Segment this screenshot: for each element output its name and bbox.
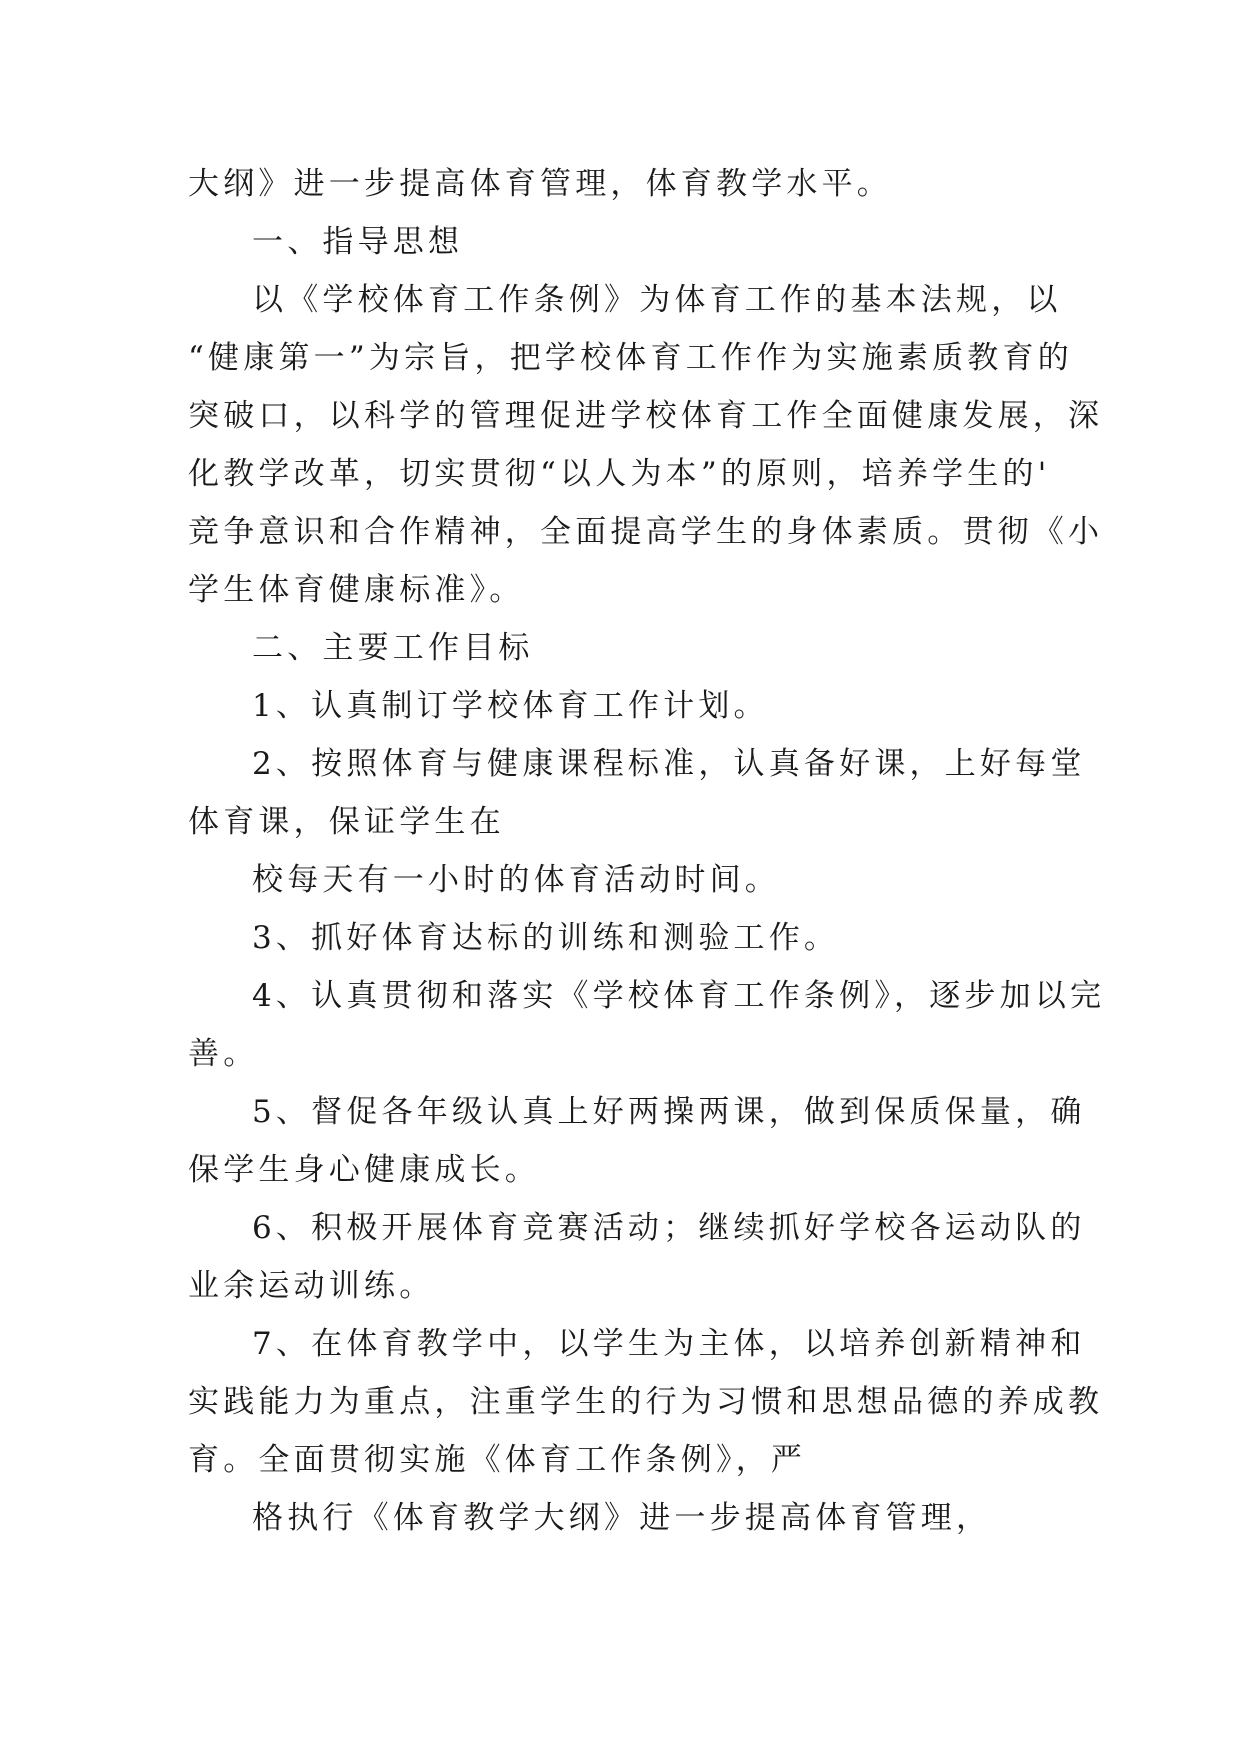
text-line-20: 业余运动训练。 bbox=[188, 1268, 435, 1304]
text-line-3: 以《学校体育工作条例》为体育工作的基本法规，以 bbox=[252, 282, 1062, 318]
text-line-16: 善。 bbox=[188, 1036, 259, 1072]
text-line-1: 大纲》进一步提高体育管理，体育教学水平。 bbox=[188, 166, 892, 202]
text-line-24: 格执行《体育教学大纲》进一步提高体育管理， bbox=[252, 1500, 992, 1536]
list-item-2: 2、按照体育与健康课程标准，认真备好课，上好每堂 bbox=[252, 746, 1086, 782]
list-item-4: 4、认真贯彻和落实《学校体育工作条例》，逐步加以完 bbox=[252, 978, 1106, 1014]
text-line-4: “健康第一”为宗旨，把学校体育工作作为实施素质教育的 bbox=[188, 340, 1073, 376]
text-line-7: 竞争意识和合作精神，全面提高学生的身体素质。贯彻《小 bbox=[188, 514, 1104, 550]
text-line-5: 突破口，以科学的管理促进学校体育工作全面健康发展，深 bbox=[188, 398, 1104, 434]
text-line-8: 学生体育健康标准》。 bbox=[188, 572, 525, 608]
list-item-3: 3、抓好体育达标的训练和测验工作。 bbox=[252, 920, 840, 956]
text-line-13: 校每天有一小时的体育活动时间。 bbox=[252, 862, 780, 898]
section-heading-main-goals: 二、主要工作目标 bbox=[252, 630, 534, 666]
document-body bbox=[188, 155, 1106, 1547]
text-line-6: 化教学改革，切实贯彻“以人为本”的原则，培养学生的' bbox=[188, 456, 1051, 492]
list-item-6: 6、积极开展体育竞赛活动；继续抓好学校各运动队的 bbox=[252, 1210, 1086, 1246]
text-line-12: 体育课，保证学生在 bbox=[188, 804, 505, 840]
section-heading-guiding-ideology: 一、指导思想 bbox=[252, 224, 464, 260]
list-item-7: 7、在体育教学中，以学生为主体，以培养创新精神和 bbox=[252, 1326, 1086, 1362]
text-line-18: 保学生身心健康成长。 bbox=[188, 1152, 540, 1188]
text-line-23: 育。全面贯彻实施《体育工作条例》，严 bbox=[188, 1442, 807, 1478]
list-item-5: 5、督促各年级认真上好两操两课，做到保质保量，确 bbox=[252, 1094, 1086, 1130]
text-line-22: 实践能力为重点，注重学生的行为习惯和思想品德的养成教 bbox=[188, 1384, 1104, 1420]
list-item-1: 1、认真制订学校体育工作计划。 bbox=[252, 688, 769, 724]
